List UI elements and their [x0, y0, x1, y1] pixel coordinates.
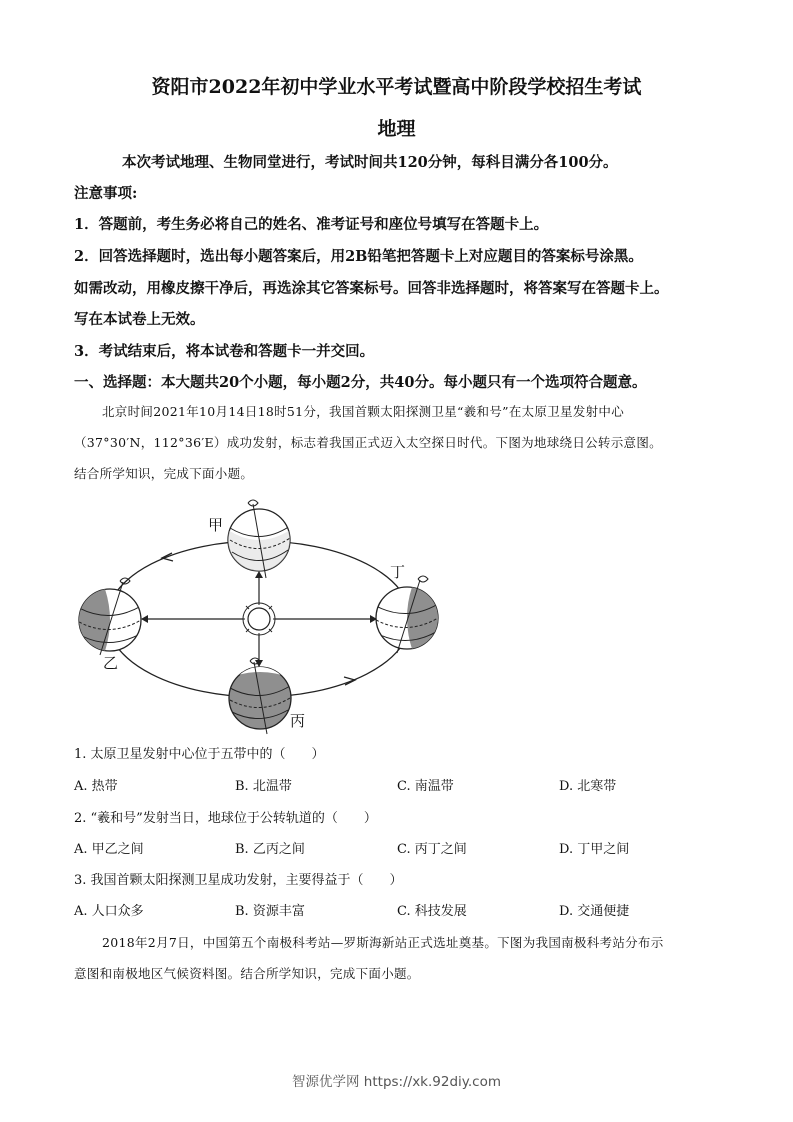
label-ding: 丁	[390, 563, 406, 581]
earth-yi-icon	[79, 578, 141, 655]
label-jia: 甲	[208, 516, 224, 534]
question-3-stem: 3. 我国首颗太阳探测卫星成功发射，主要得益于（ ）	[74, 873, 403, 888]
notice-item-2-end: 写在本试卷上无效。	[74, 311, 205, 328]
q1-option-a: A. 热带	[74, 779, 118, 794]
material-line-2: （37°30′N，112°36′E）成功发射，标志着我国正式迈入太空探日时代。下图为地球绕日公转示意图。	[74, 435, 662, 450]
subject-title: 地理	[377, 118, 416, 140]
q1-option-b: B. 北温带	[235, 779, 292, 794]
question-1-stem: 1. 太原卫星发射中心位于五带中的（ ）	[74, 747, 325, 762]
material-line-1: 北京时间2021年10月14日18时51分，我国首颗太阳探测卫星“羲和号”在太原卫星发射中心	[102, 404, 625, 419]
label-bing: 丙	[290, 712, 306, 730]
intro-text: 本次考试地理、生物同堂进行，考试时间共120分钟，每科目满分各100分。	[122, 154, 618, 171]
q2-option-a: A. 甲乙之间	[74, 842, 144, 857]
notice-item-1: 1．答题前，考生务必将自己的姓名、准考证号和座位号填写在答题卡上。	[74, 216, 549, 233]
q1-option-c: C. 南温带	[397, 779, 454, 794]
sun-icon	[241, 601, 277, 637]
question-2-stem: 2. “羲和号”发射当日，地球位于公转轨道的（ ）	[74, 811, 377, 826]
exam-title: 资阳市2022年初中学业水平考试暨高中阶段学校招生考试	[151, 76, 642, 98]
q1-option-d: D. 北寒带	[559, 779, 617, 794]
q3-option-c: C. 科技发展	[397, 904, 467, 919]
arrow-up-icon	[255, 571, 263, 578]
q3-option-b: B. 资源丰富	[235, 904, 305, 919]
notice-item-3: 3．考试结束后，将本试卷和答题卡一并交回。	[74, 343, 375, 360]
notice-heading: 注意事项:	[74, 185, 138, 202]
q2-option-d: D. 丁甲之间	[559, 842, 630, 857]
q2-option-c: C. 丙丁之间	[397, 842, 467, 857]
earth-jia-icon	[228, 500, 290, 580]
q3-option-d: D. 交通便捷	[559, 904, 630, 919]
notice-item-2: 2．回答选择题时，选出每小题答案后，用2B铅笔把答题卡上对应题目的答案标号涂黑。	[74, 248, 643, 265]
q3-option-a: A. 人口众多	[74, 904, 144, 919]
earth-ding-icon	[376, 576, 438, 653]
label-yi: 乙	[103, 654, 119, 672]
material2-line-1: 2018年2月7日，中国第五个南极科考站—罗斯海新站正式选址奠基。下图为我国南极科考站分布示	[102, 935, 664, 950]
q2-option-b: B. 乙丙之间	[235, 842, 305, 857]
material-line-3: 结合所学知识，完成下面小题。	[74, 466, 254, 481]
earth-revolution-diagram	[60, 490, 460, 740]
arrow-left-icon	[141, 615, 148, 623]
notice-item-2-cont: 如需改动，用橡皮擦干净后，再选涂其它答案标号。回答非选择题时，将答案写在答题卡上。	[74, 280, 669, 297]
material2-line-2: 意图和南极地区气候资料图。结合所学知识，完成下面小题。	[74, 966, 420, 981]
footer-watermark: 智源优学网 https://xk.92diy.com	[292, 1074, 501, 1090]
section-heading: 一、选择题：本大题共20个小题，每小题2分，共40分。每小题只有一个选项符合题意。	[74, 374, 647, 391]
earth-bing-icon	[229, 658, 291, 734]
